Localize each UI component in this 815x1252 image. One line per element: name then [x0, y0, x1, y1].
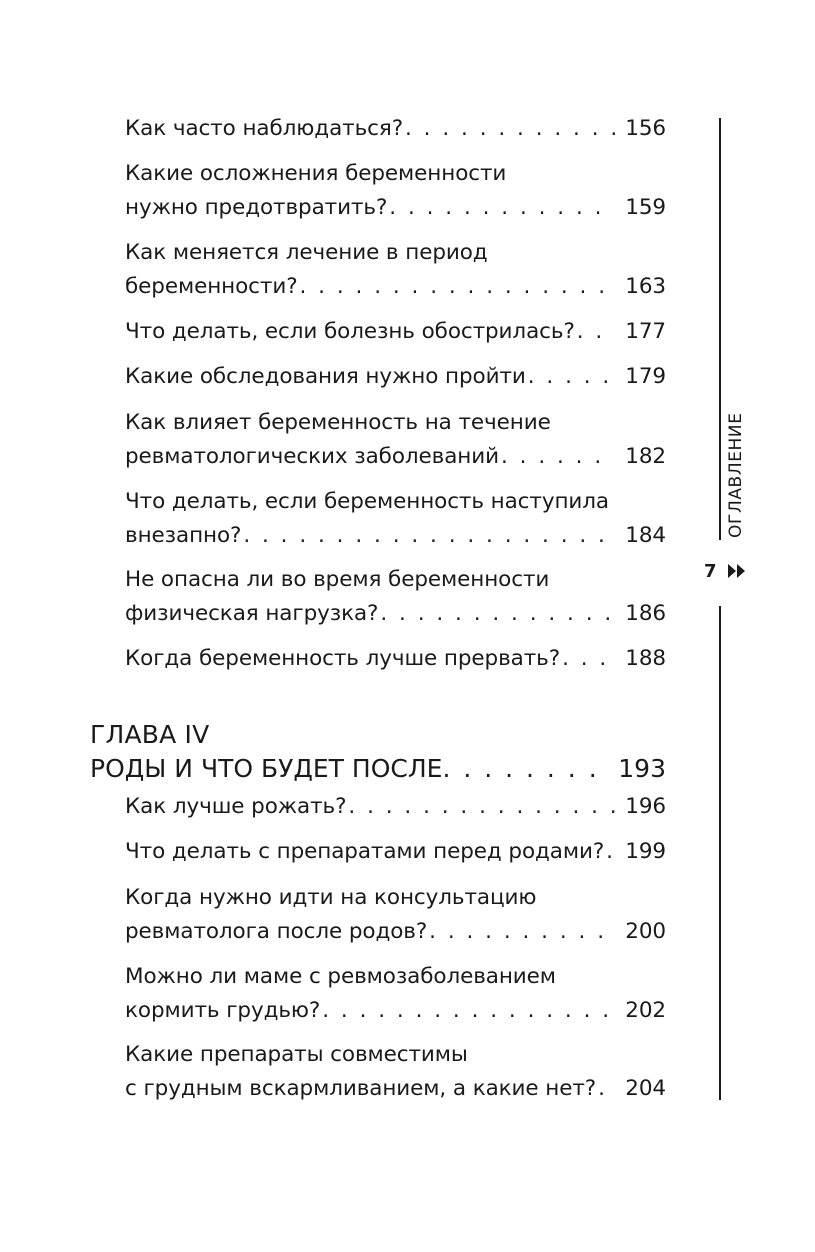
toc-page-number: 182 — [625, 444, 666, 469]
toc-page-number: 193 — [618, 754, 666, 783]
toc-entry[interactable]: Как лучше рожать? . . . 196 — [125, 790, 666, 824]
toc-page-number: 163 — [625, 274, 666, 299]
chapter-label: ГЛАВА IV — [90, 720, 210, 749]
toc-entry[interactable]: Что делать с препаратами перед родами? . . . 199 — [125, 835, 666, 869]
toc-entry[interactable]: Когда нужно идти на консультацию ревматолога после родов? . . . 200 — [125, 881, 666, 949]
margin-rule-top — [719, 118, 721, 540]
toc-entry[interactable]: Какие препараты совместимы с грудным вскармливанием, а какие нет? . . . 204 — [125, 1038, 666, 1106]
toc-page-number: 200 — [625, 919, 666, 944]
toc-entry[interactable]: Что делать, если болезнь обострилась? . . . 177 — [125, 315, 666, 349]
toc-page-number: 186 — [625, 601, 666, 626]
toc-entry[interactable]: Как меняется лечение в период беременности? . . . 163 — [125, 236, 666, 304]
toc-page-number: 188 — [625, 646, 666, 671]
toc-entry[interactable]: Какие осложнения беременности нужно предотвратить? . . . 159 — [125, 157, 666, 225]
toc-page-number: 184 — [625, 523, 666, 548]
chapter-title: РОДЫ И ЧТО БУДЕТ ПОСЛЕ — [90, 754, 443, 783]
chapter-title-entry[interactable] — [90, 752, 666, 786]
toc-page-number: 199 — [625, 839, 666, 864]
toc-entry[interactable]: Как влияет беременность на течение ревматологических заболеваний . . . 182 — [125, 406, 666, 474]
toc-entry[interactable]: Что делать, если беременность наступила внезапно? . . . 184 — [125, 485, 666, 553]
section-label: ОГЛАВЛЕНИЕ — [726, 412, 746, 538]
toc-entry[interactable]: Не опасна ли во время беременности физическая нагрузка? . . . 186 — [125, 563, 666, 631]
toc-page-number: 196 — [625, 794, 666, 819]
page-number: 7 — [704, 561, 717, 582]
double-chevron-right-icon — [728, 564, 746, 578]
toc-entry[interactable]: Можно ли маме с ревмозаболеванием кормить грудью? . . . 202 — [125, 960, 666, 1028]
toc-page-number: 159 — [625, 195, 666, 220]
toc-entry[interactable]: Как часто наблюдаться? . . . 156 — [125, 112, 666, 146]
toc-page-number: 204 — [625, 1076, 666, 1101]
toc-page-number: 156 — [625, 116, 666, 141]
toc-page-number: 179 — [625, 364, 666, 389]
toc-entry[interactable]: Когда беременность лучше прервать? . . . 188 — [125, 642, 666, 676]
toc-page-number: 202 — [625, 998, 666, 1023]
toc-page-number: 177 — [625, 319, 666, 344]
margin-rule-bottom — [719, 606, 721, 1100]
toc-entry[interactable]: Какие обследования нужно пройти . . . 179 — [125, 360, 666, 394]
